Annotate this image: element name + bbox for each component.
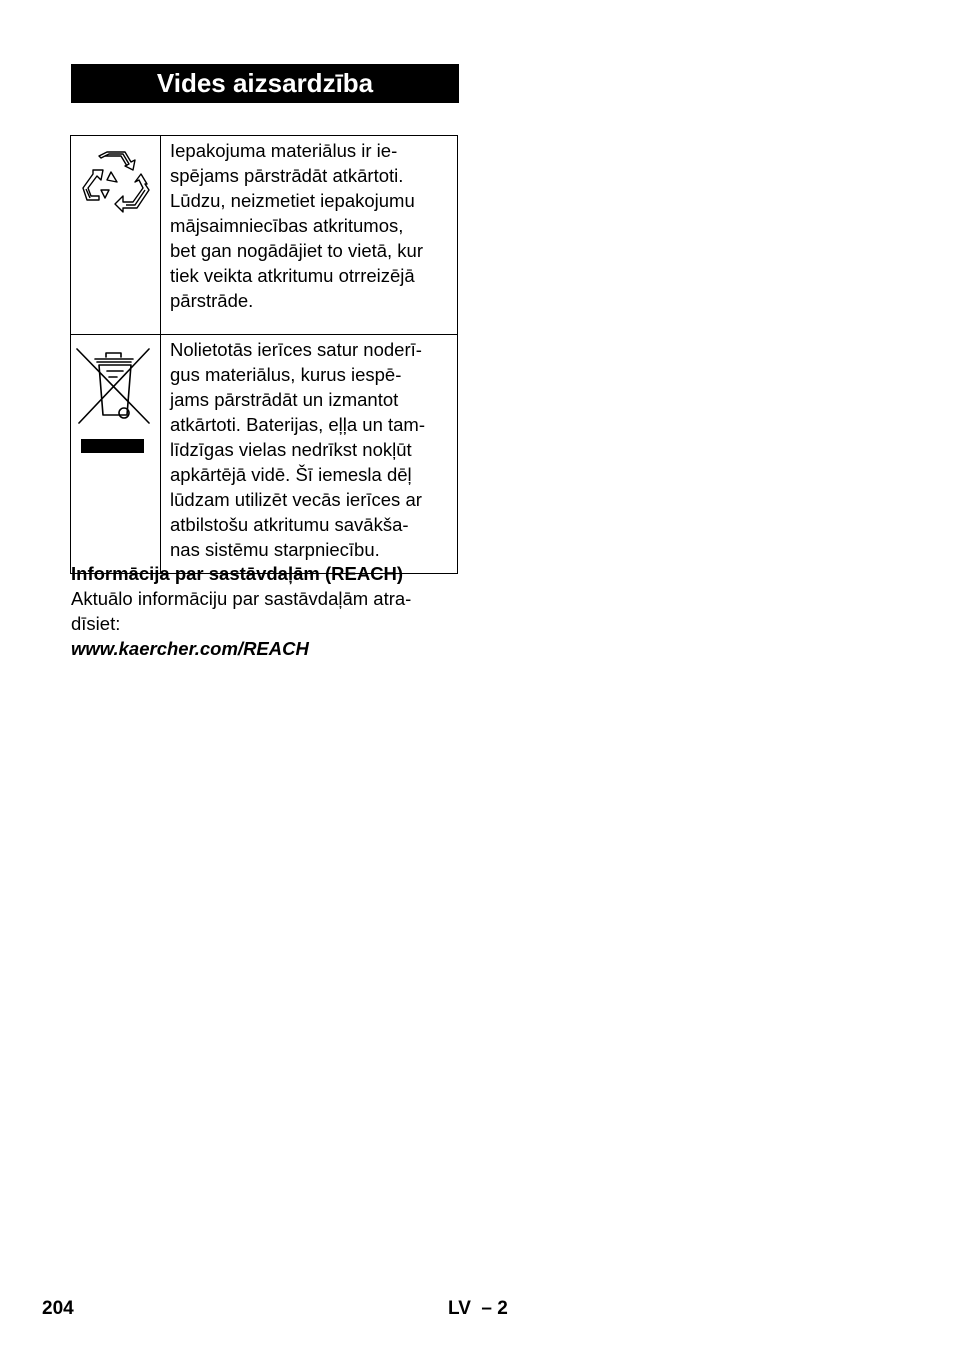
reach-url-link[interactable]: www.kaercher.com/REACH bbox=[71, 638, 309, 659]
icon-cell bbox=[71, 136, 161, 335]
reach-text-line: dīsiet: bbox=[71, 613, 121, 634]
text-line: Lūdzu, neizmetiet iepakojumu bbox=[170, 190, 415, 211]
recycling-text bbox=[161, 136, 458, 335]
icon-cell bbox=[71, 335, 161, 574]
text-line: gus materiālus, kurus iespē- bbox=[170, 364, 402, 385]
environment-info-table bbox=[70, 135, 458, 574]
text-line: Nolietotās ierīces satur noderī- bbox=[170, 339, 422, 360]
text-line: spējams pārstrādāt atkārtoti. bbox=[170, 165, 404, 186]
text-line: apkārtējā vidē. Šī iemesla dēļ bbox=[170, 464, 412, 485]
language-page-label: LV – 2 bbox=[448, 1298, 508, 1319]
text-line: bet gan nogādājiet to vietā, kur bbox=[170, 240, 424, 261]
reach-title: Informācija par sastāvdaļām (REACH) bbox=[71, 563, 404, 584]
text-line: Iepakojuma materiālus ir ie- bbox=[170, 140, 398, 161]
recycling-icon bbox=[71, 136, 160, 236]
text-line: jams pārstrādāt un izmantot bbox=[170, 389, 399, 410]
reach-text-line: Aktuālo informāciju par sastāvdaļām atra- bbox=[71, 588, 412, 609]
text-line: atbilstošu atkritumu savākša- bbox=[170, 514, 409, 535]
table-row bbox=[71, 335, 458, 574]
text-line: mājsaimniecības atkritumos, bbox=[170, 215, 404, 236]
table-row bbox=[71, 136, 458, 335]
text-line: lūdzam utilizēt vecās ierīces ar bbox=[170, 489, 422, 510]
text-line: nas sistēmu starpniecību. bbox=[170, 539, 380, 560]
text-line: līdzīgas vielas nedrīkst nokļūt bbox=[170, 439, 412, 460]
text-line: pārstrāde. bbox=[170, 290, 254, 311]
section-heading: Vides aizsardzība bbox=[71, 64, 459, 103]
text-line: atkārtoti. Baterijas, eļļa un tam- bbox=[170, 414, 425, 435]
text-line: tiek veikta atkritumu otrreizējā bbox=[170, 265, 415, 286]
reach-info bbox=[71, 561, 471, 661]
disposal-text bbox=[161, 335, 458, 574]
crossed-out-bin-icon bbox=[71, 335, 160, 460]
page-number: 204 bbox=[42, 1298, 74, 1319]
